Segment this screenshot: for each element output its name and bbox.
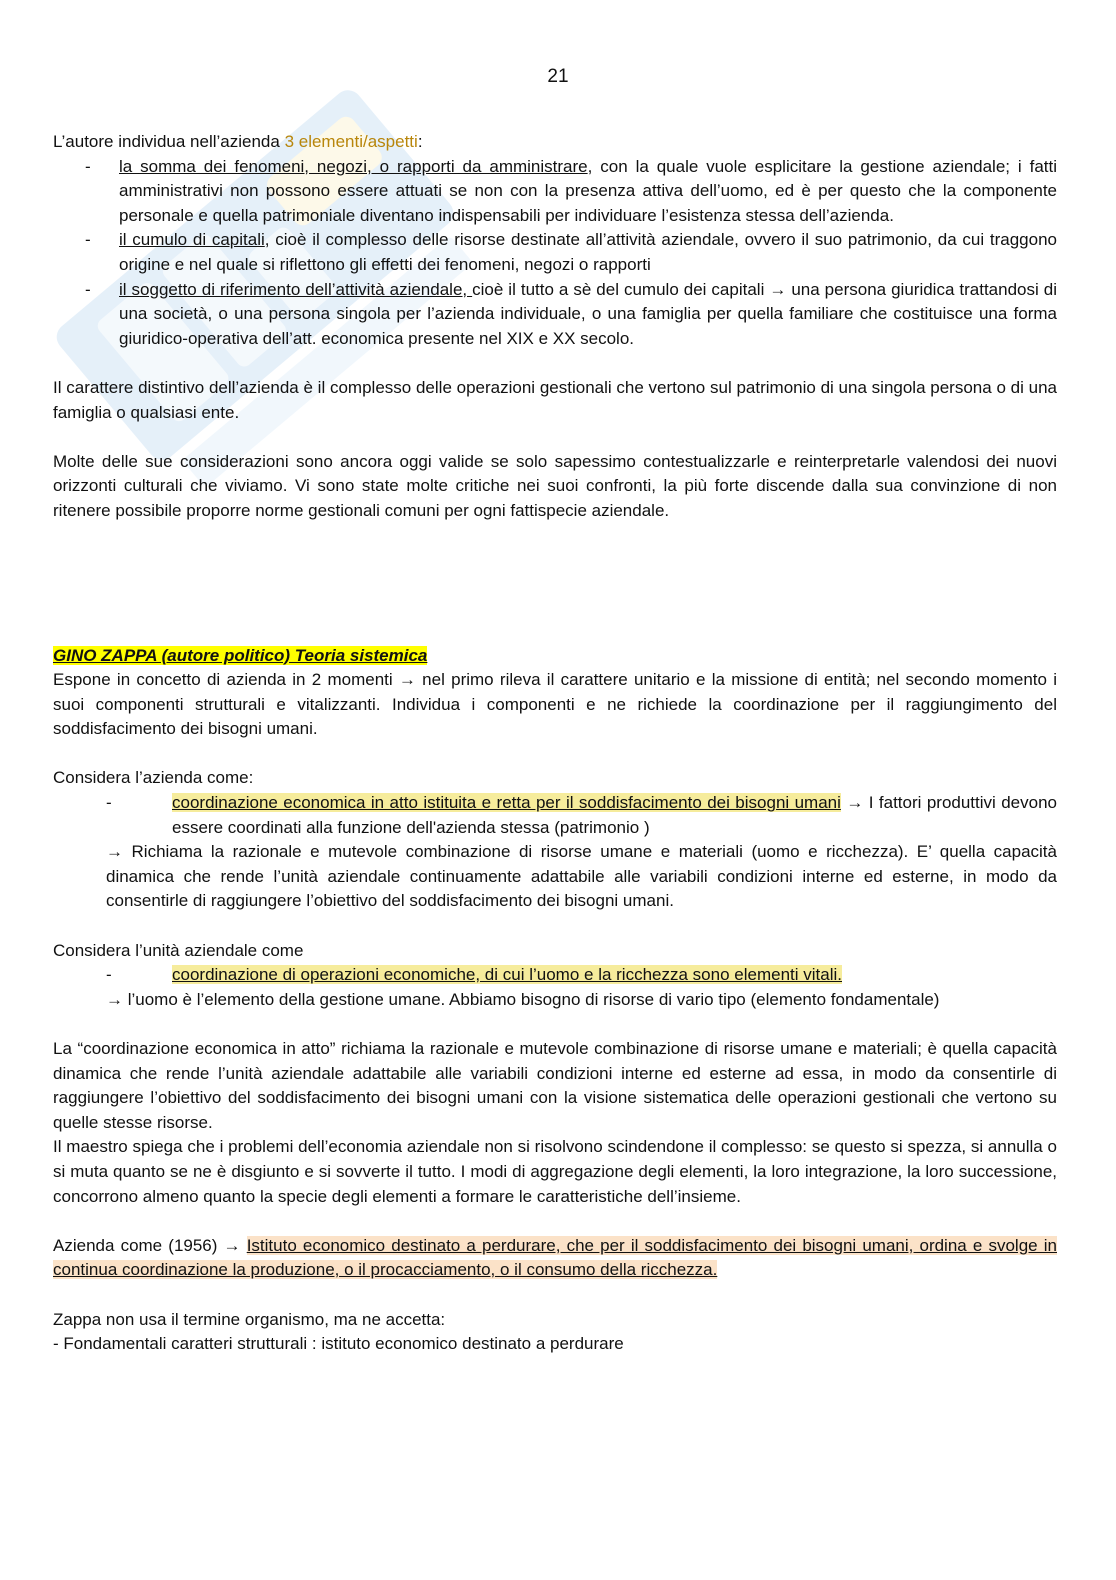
list-item-fondamentali: - Fondamentali caratteri strutturali : istituto economico destinato a perdurare: [53, 1334, 624, 1354]
highlight-coordinazione: coordinazione economica in atto istituita e retta per il soddisfacimento dei bisogni umani: [172, 793, 841, 813]
paragraph-maestro: Il maestro spiega che i problemi dell’economia aziendale non si risolvono scindendone il complesso: se questo si spezza, si annulla o si muta quanto se ne è disgiunto e si sovverte il tutto. I modi di aggregazione degli elementi, la loro integrazione, la loro successione, concorrono almeno quanto la specie degli elementi a formare le caratteristiche dell’insieme.: [53, 1137, 1057, 1206]
highlight-istituto: Istituto economico destinato a perdurare, che per il soddisfacimento dei bisogni umani, ordina e svolge in continua coordinazione la produzione, o il procacciamento, o il consumo della ricchezza.: [53, 1235, 1057, 1280]
paragraph-coordinazione: La “coordinazione economica in atto” richiama la razionale e mutevole combinazione di risorse umane e materiali; è quella capacità dinamica che rende l’unità aziendale adattabile alle variabili condizioni interne ed esterne ad essa, in modo da consentirle di raggiungere l’obiettivo del soddisfacimento dei bisogni umani con la visione sistematica delle operazioni gestionali che vertono su quelle stesse risorse.: [53, 1039, 1057, 1132]
intro-highlight: 3 elementi/aspetti: [284, 132, 418, 151]
section-heading: GINO ZAPPA (autore politico) Teoria sistemica: [53, 645, 428, 665]
paragraph-distintivo: Il carattere distintivo dell’azienda è il complesso delle operazioni gestionali che vertono sul patrimonio di una singola persona o di una famiglia o qualsiasi ente.: [53, 377, 1057, 422]
consider-azienda-item: - coordinazione economica in atto istituita e retta per il soddisfacimento dei bisogni umani → I fattori produttivi devono essere coordinati alla funzione dell'azienda stessa (patrimonio ): [106, 793, 1057, 837]
paragraph-zappa-intro: Espone in concetto di azienda in 2 momenti → nel primo rileva il carattere unitario e la missione di entità; nel secondo momento i suoi componenti strutturali e vitalizzanti. Individua i componenti e ne richiede la coordinazione per il raggiungimento del soddisfacimento dei bisogni umani.: [53, 670, 1057, 739]
paragraph-organismo: Zappa non usa il termine organismo, ma ne accetta:: [53, 1309, 446, 1329]
list-item-underlined: il cumulo di capitali: [119, 230, 265, 250]
consider-unita-label: Considera l’unità aziendale come: [53, 940, 304, 960]
consider-azienda-label: Considera l’azienda come:: [53, 768, 254, 788]
consider-unita-arrow-text: → l’uomo è l’elemento della gestione umane. Abbiamo bisogno di risorse di vario tipo (elemento fondamentale): [106, 989, 940, 1009]
intro-line: L’autore individua nell’azienda 3 elementi/aspetti:: [53, 132, 423, 151]
list-item-underlined: il soggetto di riferimento dell’attività aziendale,: [119, 279, 473, 299]
consider-azienda-arrow-text: → Richiama la razionale e mutevole combinazione di risorse umane e materiali (uomo e ricchezza). E’ quella capacità dinamica che rende l’unità aziendale continuamente adattabile alle variabili condizioni interne ed esterne, in modo da consentirle di raggiungere l’obiettivo del soddisfacimento dei bisogni umani.: [106, 842, 1057, 911]
list-item: - la somma dei fenomeni, negozi, o rapporti da amministrare, con la quale vuole esplicitare la gestione aziendale; i fatti amministrativi non possono essere attuati se non con la presenza attiva dell’uomo, ed è per questo che la componente personale e quella patrimoniale diventano indispensabili per individuare l’esistenza stessa dell’azienda.: [85, 156, 1057, 225]
paragraph-azienda-1956: Azienda come (1956) → Istituto economico destinato a perdurare, che per il soddisfacimento dei bisogni umani, ordina e svolge in continua coordinazione la produzione, o il procacciamento, o il consumo della ricchezza.: [53, 1235, 1057, 1280]
list-item-underlined: la somma dei fenomeni, negozi, o rapporti da amministrare: [119, 156, 588, 176]
page-number: 21: [547, 66, 569, 87]
consider-unita-item: - coordinazione di operazioni economiche, di cui l’uomo e la ricchezza sono elementi vitali.: [106, 965, 842, 985]
page-content: [53, 130, 1057, 1357]
highlight-operazioni: coordinazione di operazioni economiche, di cui l’uomo e la ricchezza sono elementi vitali.: [172, 965, 842, 985]
list-item: - il soggetto di riferimento dell’attività aziendale, cioè il tutto a sè del cumulo dei capitali → una persona giuridica trattandosi di una società, o una persona singola per l’azienda individuale, o una famiglia per quella familiare che costituisce una forma giuridico-operativa dell’att. economica presente nel XIX e XX secolo.: [85, 279, 1057, 348]
list-item: - il cumulo di capitali, cioè il complesso delle risorse destinate all’attività aziendale, ovvero il suo patrimonio, da cui traggono origine e nel quale si riflettono gli effetti dei fenomeni, negozi o rapporti: [85, 230, 1057, 274]
paragraph-considerazioni: Molte delle sue considerazioni sono ancora oggi valide se solo sapessimo contestualizzarle e reinterpretarle valendosi dei nuovi orizzonti culturali che viviamo. Vi sono state molte critiche nei suoi confronti, la più forte discende dalla sua convinzione di non ritenere possibile proporre norme gestionali comuni per ogni fattispecie aziendale.: [53, 451, 1057, 520]
